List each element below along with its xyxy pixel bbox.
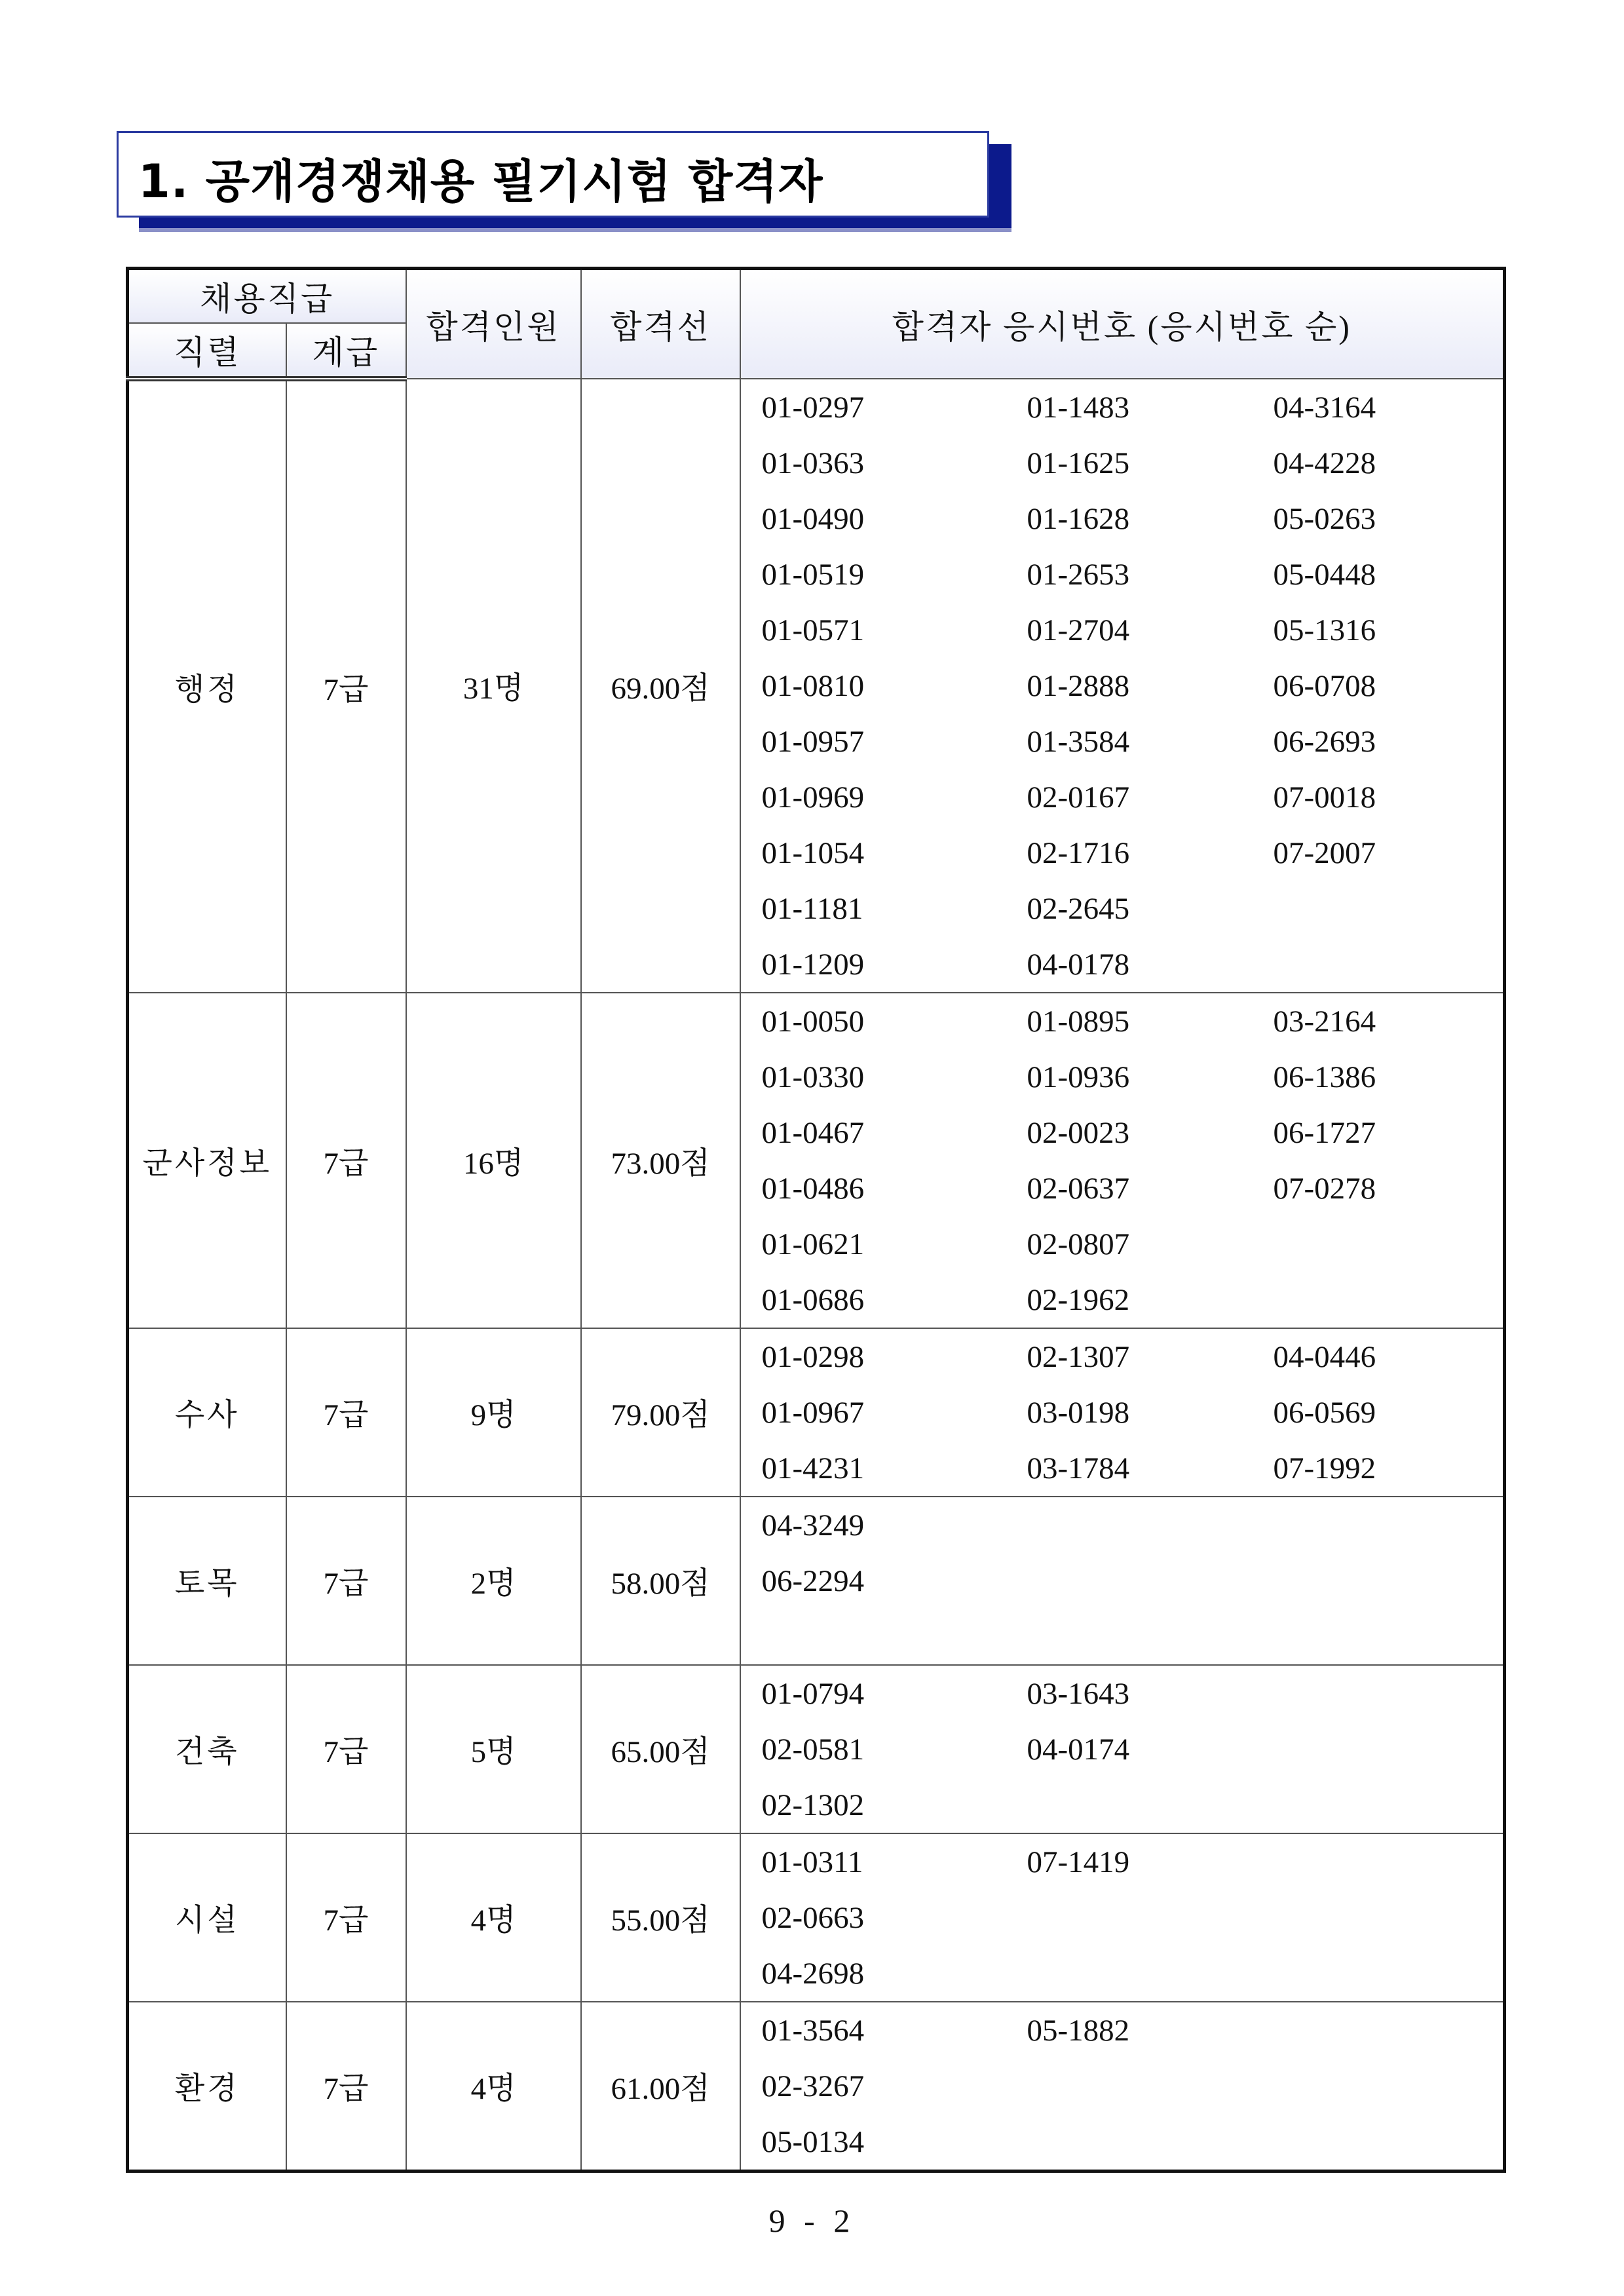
cell-series: 시설: [128, 1833, 286, 2002]
exam-number: 05-0134: [761, 2124, 865, 2159]
exam-number: 01-0297: [761, 390, 865, 425]
exam-number: 03-1643: [1027, 1676, 1130, 1711]
title-box: [117, 131, 989, 218]
results-table-container: [126, 267, 1503, 2173]
exam-number: 05-0263: [1273, 501, 1376, 536]
exam-number: 01-3564: [761, 2013, 865, 2048]
exam-number: 02-2645: [1027, 891, 1130, 926]
cell-cutoff: 65.00점: [581, 1665, 740, 1833]
exam-number: 01-0490: [761, 501, 865, 536]
exam-number: 01-2704: [1027, 613, 1130, 647]
exam-number: 01-0571: [761, 613, 865, 647]
cell-grade: 7급: [286, 993, 406, 1328]
exam-number: 04-2698: [761, 1956, 865, 1991]
header-recruit-grade: 채용직급: [128, 269, 406, 324]
exam-number: 02-0807: [1027, 1227, 1130, 1261]
cell-cutoff: 58.00점: [581, 1497, 740, 1665]
exam-number: 01-0330: [761, 1060, 865, 1094]
exam-number: 02-0581: [761, 1732, 865, 1767]
header-passers: 합격인원: [406, 269, 581, 379]
exam-number: 01-0969: [761, 780, 865, 814]
cell-exam-numbers: [740, 379, 1505, 993]
cell-passers: 4명: [406, 2002, 581, 2172]
exam-number: 01-2653: [1027, 557, 1130, 592]
cell-passers: 4명: [406, 1833, 581, 2002]
title-section: [117, 131, 989, 228]
page-number: 9 - 2: [768, 2202, 856, 2239]
exam-number: 06-2294: [761, 1563, 865, 1598]
exam-number: 01-1483: [1027, 390, 1130, 425]
cell-series: 토목: [128, 1497, 286, 1665]
exam-number: 01-0050: [761, 1004, 865, 1039]
header-numbers: 합격자 응시번호 (응시번호 순): [740, 269, 1505, 379]
exam-number-grid: [762, 1666, 1503, 1833]
exam-number: 02-0167: [1027, 780, 1130, 814]
exam-number: 07-1419: [1027, 1845, 1130, 1879]
exam-number: 03-2164: [1273, 1004, 1376, 1039]
exam-number-grid: [762, 379, 1503, 992]
exam-number: 02-1307: [1027, 1339, 1130, 1374]
exam-number: 01-0311: [761, 1845, 863, 1879]
exam-number: 01-2888: [1027, 668, 1130, 703]
cell-exam-numbers: [740, 1328, 1505, 1497]
exam-number: 01-0794: [761, 1676, 865, 1711]
exam-number: 02-0637: [1027, 1171, 1130, 1206]
exam-number: 01-0967: [761, 1395, 865, 1430]
cell-series: 건축: [128, 1665, 286, 1833]
cell-cutoff: 79.00점: [581, 1328, 740, 1497]
exam-number: 05-1316: [1273, 613, 1376, 647]
results-table: [126, 267, 1506, 2173]
page-title: 1. 공개경쟁채용 필기시험 합격자: [138, 155, 823, 208]
exam-number: 02-1302: [761, 1788, 865, 1822]
exam-number: 01-0298: [761, 1339, 865, 1374]
exam-number: 07-0018: [1273, 780, 1376, 814]
exam-number: 01-0686: [761, 1282, 865, 1317]
exam-number: 01-0957: [761, 724, 865, 759]
cell-series: 행정: [128, 379, 286, 993]
exam-number: 01-1181: [761, 891, 863, 926]
exam-number: 06-1386: [1273, 1060, 1376, 1094]
cell-series: 군사정보: [128, 993, 286, 1328]
exam-number-grid: [762, 2002, 1503, 2170]
cell-grade: 7급: [286, 379, 406, 993]
exam-number: 01-0486: [761, 1171, 865, 1206]
exam-number: 01-1625: [1027, 446, 1130, 480]
cell-grade: 7급: [286, 1665, 406, 1833]
cell-grade: 7급: [286, 1833, 406, 2002]
cell-exam-numbers: [740, 1833, 1505, 2002]
cell-exam-numbers: [740, 1665, 1505, 1833]
exam-number: 06-1727: [1273, 1115, 1376, 1150]
exam-number: 06-2693: [1273, 724, 1376, 759]
table-row: [128, 379, 1505, 993]
cell-cutoff: 69.00점: [581, 379, 740, 993]
exam-number-grid: [762, 1497, 1503, 1664]
exam-number: 01-1054: [761, 835, 865, 870]
table-row: [128, 2002, 1505, 2172]
table-row: [128, 1328, 1505, 1497]
exam-number: 01-1628: [1027, 501, 1130, 536]
table-row: [128, 1833, 1505, 2002]
header-series: 직렬: [128, 323, 286, 379]
exam-number: 01-4231: [761, 1451, 865, 1485]
cell-grade: 7급: [286, 2002, 406, 2172]
cell-series: 수사: [128, 1328, 286, 1497]
table-row: [128, 993, 1505, 1328]
exam-number: 02-1962: [1027, 1282, 1130, 1317]
exam-number: 01-0467: [761, 1115, 865, 1150]
cell-exam-numbers: [740, 2002, 1505, 2172]
table-row: [128, 1665, 1505, 1833]
exam-number-grid: [762, 1834, 1503, 2001]
exam-number: 03-1784: [1027, 1451, 1130, 1485]
exam-number-grid: [762, 1329, 1503, 1496]
exam-number: 04-4228: [1273, 446, 1376, 480]
exam-number: 01-0895: [1027, 1004, 1130, 1039]
exam-number: 04-3249: [761, 1508, 865, 1542]
exam-number: 01-0936: [1027, 1060, 1130, 1094]
cell-cutoff: 73.00점: [581, 993, 740, 1328]
cell-series: 환경: [128, 2002, 286, 2172]
cell-grade: 7급: [286, 1328, 406, 1497]
cell-grade: 7급: [286, 1497, 406, 1665]
exam-number: 02-0023: [1027, 1115, 1130, 1150]
header-grade: 계급: [286, 323, 406, 379]
exam-number: 01-0621: [761, 1227, 865, 1261]
exam-number: 04-0178: [1027, 947, 1130, 982]
exam-number: 03-0198: [1027, 1395, 1130, 1430]
cell-cutoff: 61.00점: [581, 2002, 740, 2172]
exam-number: 07-0278: [1273, 1171, 1376, 1206]
cell-exam-numbers: [740, 993, 1505, 1328]
exam-number: 01-3584: [1027, 724, 1130, 759]
cell-passers: 2명: [406, 1497, 581, 1665]
cell-passers: 9명: [406, 1328, 581, 1497]
header-cutoff: 합격선: [581, 269, 740, 379]
exam-number: 01-0810: [761, 668, 865, 703]
exam-number: 07-1992: [1273, 1451, 1376, 1485]
exam-number: 01-0519: [761, 557, 865, 592]
exam-number: 05-0448: [1273, 557, 1376, 592]
exam-number-grid: [762, 993, 1503, 1328]
cell-passers: 5명: [406, 1665, 581, 1833]
table-row: [128, 1497, 1505, 1665]
cell-cutoff: 55.00점: [581, 1833, 740, 2002]
exam-number: 07-2007: [1273, 835, 1376, 870]
exam-number: 06-0708: [1273, 668, 1376, 703]
exam-number: 05-1882: [1027, 2013, 1130, 2048]
exam-number: 01-0363: [761, 446, 865, 480]
exam-number: 04-0174: [1027, 1732, 1130, 1767]
exam-number: 02-1716: [1027, 835, 1130, 870]
cell-passers: 31명: [406, 379, 581, 993]
exam-number: 01-1209: [761, 947, 865, 982]
exam-number: 02-3267: [761, 2069, 865, 2103]
table-body: [128, 379, 1505, 2172]
exam-number: 02-0663: [761, 1900, 865, 1935]
exam-number: 04-3164: [1273, 390, 1376, 425]
cell-passers: 16명: [406, 993, 581, 1328]
exam-number: 04-0446: [1273, 1339, 1376, 1374]
exam-number: 06-0569: [1273, 1395, 1376, 1430]
cell-exam-numbers: [740, 1497, 1505, 1665]
